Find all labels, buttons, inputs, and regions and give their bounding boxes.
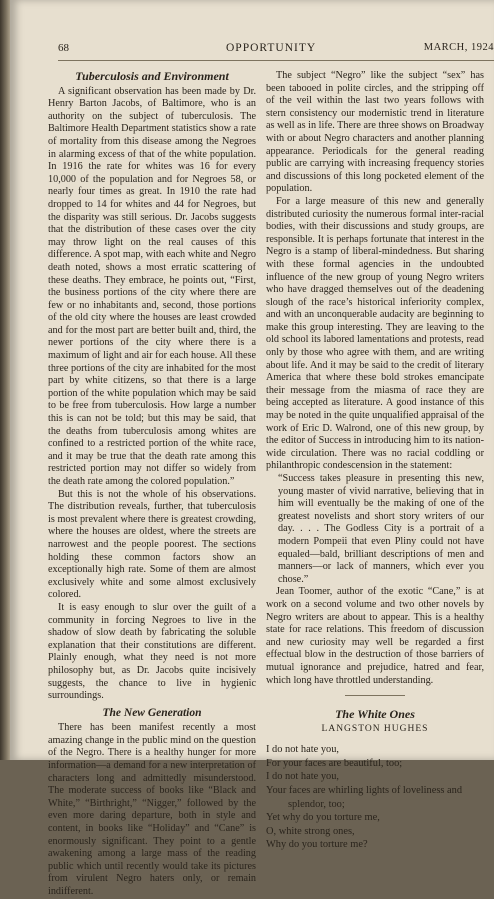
page-number: 68 [58,42,69,54]
book-binding [0,0,10,760]
magazine-page [10,0,494,897]
poem-line: I do not hate you, [266,771,340,783]
poem-line: I do not hate you, [266,744,340,756]
paragraph: There has been manifest recently a most amazing change in the public mind on the question of the Negro. There is a healthy hunger for more information—a demand for a new interpretation of characters long and admittedly misunderstood. The moderate success of books like “Black and White,” “Birthright,” “Nigger,” followed by the even more daring departure, both in style and content, in books like “Holiday” and “Cane” is enormously significant. They point to a gentle awakening among a large mass of the reading public which until recently would take its pictures from virulent Negro haters only, or remain indifferent. [48,722,256,897]
poem-line: Why do you torture me? [266,839,368,851]
poem-title: The White Ones [335,707,415,722]
poem-author: LANGSTON HUGHES [321,723,429,734]
section-divider [345,695,405,696]
block-quote: “Success takes pleasure in presenting this new, young master of vivid narrative, believing that in him will eventually be the making of one of the greatest novelists and short story writers of our day. . . . The Godless City is a portrait of a modern Pompeii that even Pliny could not have equaled—bald, brilliant descriptions of men and manners—or lack of manners, which ever you chose.” [278,473,484,585]
running-title: OPPORTUNITY [226,42,317,54]
poem-line: O, white strong ones, [266,825,355,837]
article-title-new-generation: The New Generation [102,706,202,719]
right-column [266,70,484,852]
paragraph: A significant observation has been made by Dr. Henry Barton Jacobs, of Baltimore, who is an authority on the subject of tuberculosis. The Baltimore Health Department statistics show a rate of mortality from this disease among the Negroes in alarming excess of that of the white population. In 1916 the rate for whites was 16 for every 10,000 of the population and for Negroes 58, or nearly four times as great. In 1910 the rate had dropped to 14 for whites and 44 for Negroes, but the disparity was still serious. Dr. Jacobs suggests that the distribution of these cases over the city may throw light on the real causes of this difference. A spot map, with each white and Negro death noted, shows a most erratic scattering of these deaths. They embrace, he points out, “First, the business portions of the city where there are few or no inhabitants and, second, those portions of the old city where the houses are least crowded and for the most part are better built and, third, the newer portions of the city where there is a maximum of light and air for each house. All these three portions of the city are inhabited for the most part by white citizens, so that there is a large portion of the white population which may be said to be free from tuberculosis. How large a number this is can not be told; but this may be said, that the deaths from tuberculosis among whites are confined to a restricted portion of the white race, and it may be true that the death rate among this restricted portion may not differ so widely from the death rate among the colored population.” [48,85,256,487]
poem-line: splendor, too; [288,798,345,810]
paragraph: It is easy enough to slur over the guilt of a community in forcing Negroes to live in the shadow of slow death by fabricating the soluble explanation that their constitutions are different. Plainly enough, what they need is not more philosophy but, as Dr. Jacobs quite incisively suggests, the chance to live in hygienic surroundings. [48,601,256,702]
article-title-tuberculosis: Tuberculosis and Environment [75,69,229,83]
paragraph: The subject “Negro” like the subject “sex” has been tabooed in polite circles, and the stripping off of the veil within the last two years follows with stern consistency our modernistic trend in literature as well as in life. There are three shows on Broadway with or about Negro characters and another planning appearance. Periodicals for the general reading public are carrying with increasing frequency stories and discussions of this long pocketed element of the population. [266,70,484,195]
poem-line: Yet why do you torture me, [266,812,380,824]
poem-line: For your faces are beautiful, too; [266,757,403,769]
paragraph: But this is not the whole of his observations. The distribution reveals, further, that tuberculosis is most prevalent where there is greatest crowding, where the houses are oldest, where the streets are narrowest and the people poorest. The sections holding these common factors show an exceptionally high rate. Some of them are almost exclusively white and some almost exclusively colored. [48,488,256,601]
page-header [58,42,494,61]
poem-line: Your faces are whirling lights of loveliness and [266,785,463,797]
issue-date: MARCH, 1924 [423,42,494,53]
left-column [48,70,256,899]
paragraph: Jean Toomer, author of the exotic “Cane,” is at work on a second volume and two other novels by Negro writers are about to appear. This is a healthy state for race relations. This freedom of discussion and new curiosity may well be regarded a first effectual blow in the destruction of those barriers of mutual ignorance and prejudice, hatred and fear, which long have throttled understanding. [266,586,484,686]
paragraph: For a large measure of this new and generally distributed curiosity the numerous formal inter-racial bodies, with their discussions and study groups, are responsible. It is perhaps fortunate that interest in the Negro is a stamp of liberal-mindedness. But sharing with these formal agencies in the undoubted influence of the new group of young Negro writers who have dragged themselves out of the deadening slough of the race’s historical inferiority complex, and with an unconquerable audacity are beginning to make this group interesting. They are leaving to the old school its labored lamentations and protests, read only by those who agree with them, and are writing about life. And it may be said to the credit of literary America that where these bold strokes emancipate their message from the miasma of race they are being accepted as literature. A good instance of this may be noted in the quite unqualified appraisal of the work of Eric D. Walrond, one of this new group, by the editor of Success in introducing him to its nation-wide circulation. There was no racial coddling or philanthropic condescension in the statement: [266,195,484,472]
